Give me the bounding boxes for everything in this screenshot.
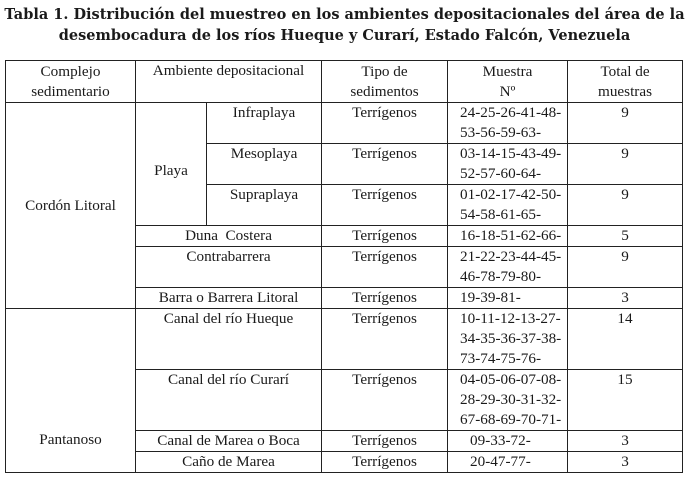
- tipo-cell: Terrígenos: [322, 370, 448, 431]
- tipo-cell: Terrígenos: [322, 226, 448, 247]
- header-total: Total de muestras: [568, 61, 683, 103]
- muestra-cell: 19-39-81-: [448, 288, 568, 309]
- tipo-cell: Terrígenos: [322, 288, 448, 309]
- caption-line-2: desembocadura de los ríos Hueque y Curarí, Estado Falcón, Venezuela: [58, 27, 631, 44]
- total-cell: 5: [568, 226, 683, 247]
- group-pantanoso: Pantanoso: [6, 309, 136, 473]
- muestra-cell: 01-02-17-42-50- 54-58-61-65-: [448, 185, 568, 226]
- ambiente-cell: Canal de Marea o Boca: [136, 431, 322, 452]
- tipo-cell: Terrígenos: [322, 247, 448, 288]
- ambiente-cell: Caño de Marea: [136, 452, 322, 473]
- total-cell: 9: [568, 247, 683, 288]
- muestra-cell: 21-22-23-44-45- 46-78-79-80-: [448, 247, 568, 288]
- total-cell: 9: [568, 103, 683, 144]
- ambiente-cell: Mesoplaya: [207, 144, 322, 185]
- total-cell: 15: [568, 370, 683, 431]
- muestra-cell: 10-11-12-13-27- 34-35-36-37-38- 73-74-75-76-: [448, 309, 568, 370]
- tipo-cell: Terrígenos: [322, 144, 448, 185]
- total-cell: 9: [568, 144, 683, 185]
- header-ambiente: Ambiente depositacional: [136, 61, 322, 103]
- ambiente-cell: Canal del río Hueque: [136, 309, 322, 370]
- total-cell: 14: [568, 309, 683, 370]
- caption-line-1: Tabla 1. Distribución del muestreo en los ambientes depositacionales del área de la: [4, 6, 685, 23]
- muestra-cell: 20-47-77-: [448, 452, 568, 473]
- total-cell: 9: [568, 185, 683, 226]
- tipo-cell: Terrígenos: [322, 452, 448, 473]
- tipo-cell: Terrígenos: [322, 185, 448, 226]
- total-cell: 3: [568, 288, 683, 309]
- tipo-cell: Terrígenos: [322, 309, 448, 370]
- ambiente-cell: Infraplaya: [207, 103, 322, 144]
- ambiente-cell: Supraplaya: [207, 185, 322, 226]
- table-row: [6, 309, 683, 370]
- muestra-cell: 24-25-26-41-48- 53-56-59-63-: [448, 103, 568, 144]
- header-complejo: Complejo sedimentario: [6, 61, 136, 103]
- muestra-cell: 09-33-72-: [448, 431, 568, 452]
- tipo-cell: Terrígenos: [322, 103, 448, 144]
- ambiente-cell: Duna Costera: [136, 226, 322, 247]
- header-row: [6, 61, 683, 103]
- ambiente-cell: Canal del río Curarí: [136, 370, 322, 431]
- group-cordon-litoral: Cordón Litoral: [6, 103, 136, 309]
- table-caption: [0, 4, 689, 46]
- table-row: [6, 103, 683, 144]
- ambiente-cell: Contrabarrera: [136, 247, 322, 288]
- muestra-cell: 04-05-06-07-08- 28-29-30-31-32- 67-68-69-70-71-: [448, 370, 568, 431]
- group-playa: Playa: [136, 103, 207, 226]
- muestra-cell: 16-18-51-62-66-: [448, 226, 568, 247]
- header-tipo: Tipo de sedimentos: [322, 61, 448, 103]
- muestra-cell: 03-14-15-43-49- 52-57-60-64-: [448, 144, 568, 185]
- total-cell: 3: [568, 431, 683, 452]
- header-muestra: Muestra Nº: [448, 61, 568, 103]
- total-cell: 3: [568, 452, 683, 473]
- ambiente-cell: Barra o Barrera Litoral: [136, 288, 322, 309]
- tipo-cell: Terrígenos: [322, 431, 448, 452]
- sampling-table: [5, 60, 683, 473]
